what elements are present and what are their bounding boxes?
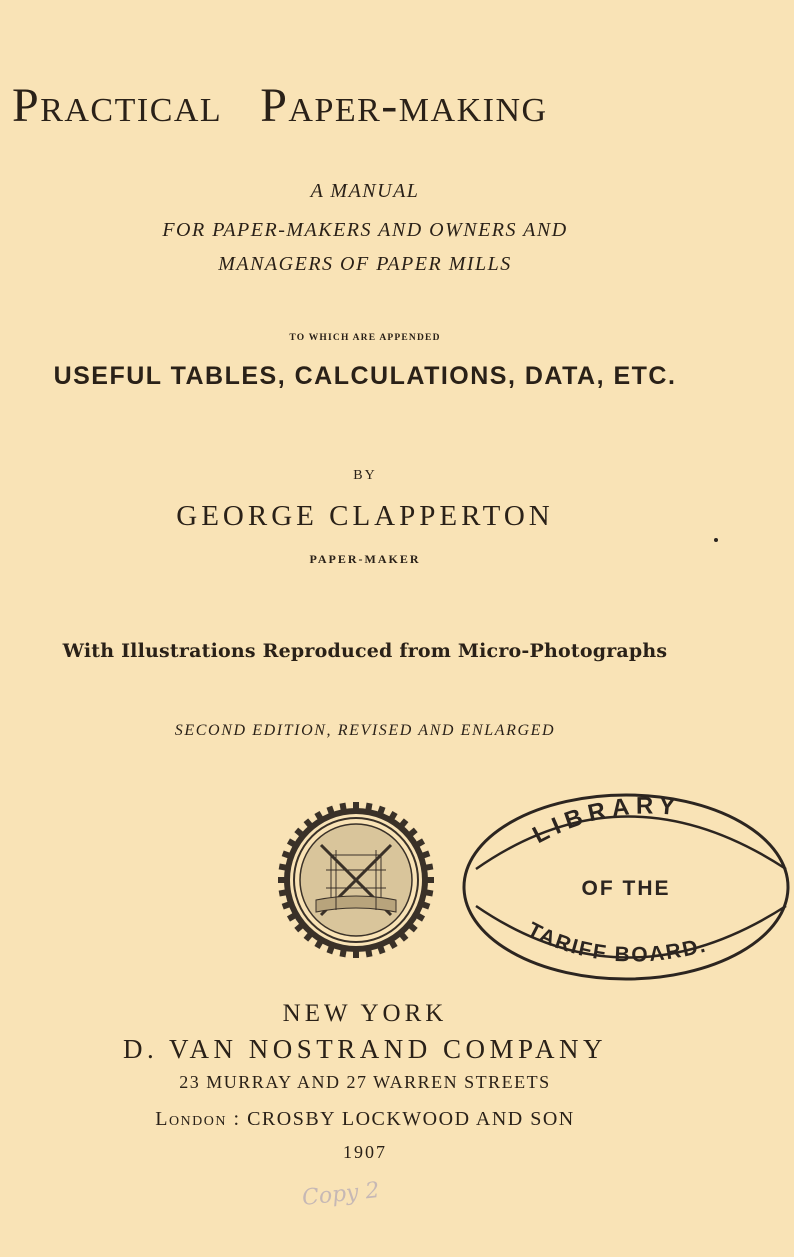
author-name: GEORGE CLAPPERTON [176,500,554,532]
london-publisher: CROSBY LOCKWOOD AND SON [247,1108,575,1130]
library-stamp [456,784,794,994]
title-part-1: Practical [12,79,223,132]
book-title [12,78,722,133]
gear-tooth [278,877,288,883]
byline: BY [353,468,377,483]
gear-tooth [353,948,359,958]
illustrations-note: With Illustrations Reproduced from Micro-Photographs [62,640,668,662]
imprint-year: 1907 [343,1142,387,1162]
imprint-publisher: D. VAN NOSTRAND COMPANY [122,1034,608,1064]
handwritten-copy-note: Copy 2 [300,1178,381,1211]
stamp-line-2: OF THE [581,877,671,900]
stamp-line-3: TARIFF BOARD. [523,918,710,967]
author-occupation: PAPER-MAKER [309,552,421,566]
imprint-address: 23 MURRAY AND 27 WARREN STREETS [179,1072,551,1092]
stamp-line-1: LIBRARY [528,792,683,850]
gear-tooth [353,802,359,812]
title-part-2: Paper-making [260,79,548,132]
subtitle-line-3: MANAGERS OF PAPER MILLS [218,253,512,275]
imprint-london: London : CROSBY LOCKWOOD AND SON [155,1108,575,1130]
publisher-device-emblem [276,800,436,960]
svg-text:TARIFF BOARD. [524,918,710,967]
ink-speck [714,538,718,542]
svg-text:LIBRARY [528,792,682,849]
gear-tooth [424,877,434,883]
edition-statement: SECOND EDITION, REVISED AND ENLARGED [174,722,556,739]
appendix-intro: TO WHICH ARE APPENDED [289,333,441,343]
subtitle-line-1: A MANUAL [310,180,420,202]
imprint-city: NEW YORK [282,1000,448,1027]
appendix-title: USEFUL TABLES, CALCULATIONS, DATA, ETC. [53,362,677,390]
subtitle-line-2: FOR PAPER-MAKERS AND OWNERS AND [162,219,568,241]
london-label: London [155,1108,228,1130]
